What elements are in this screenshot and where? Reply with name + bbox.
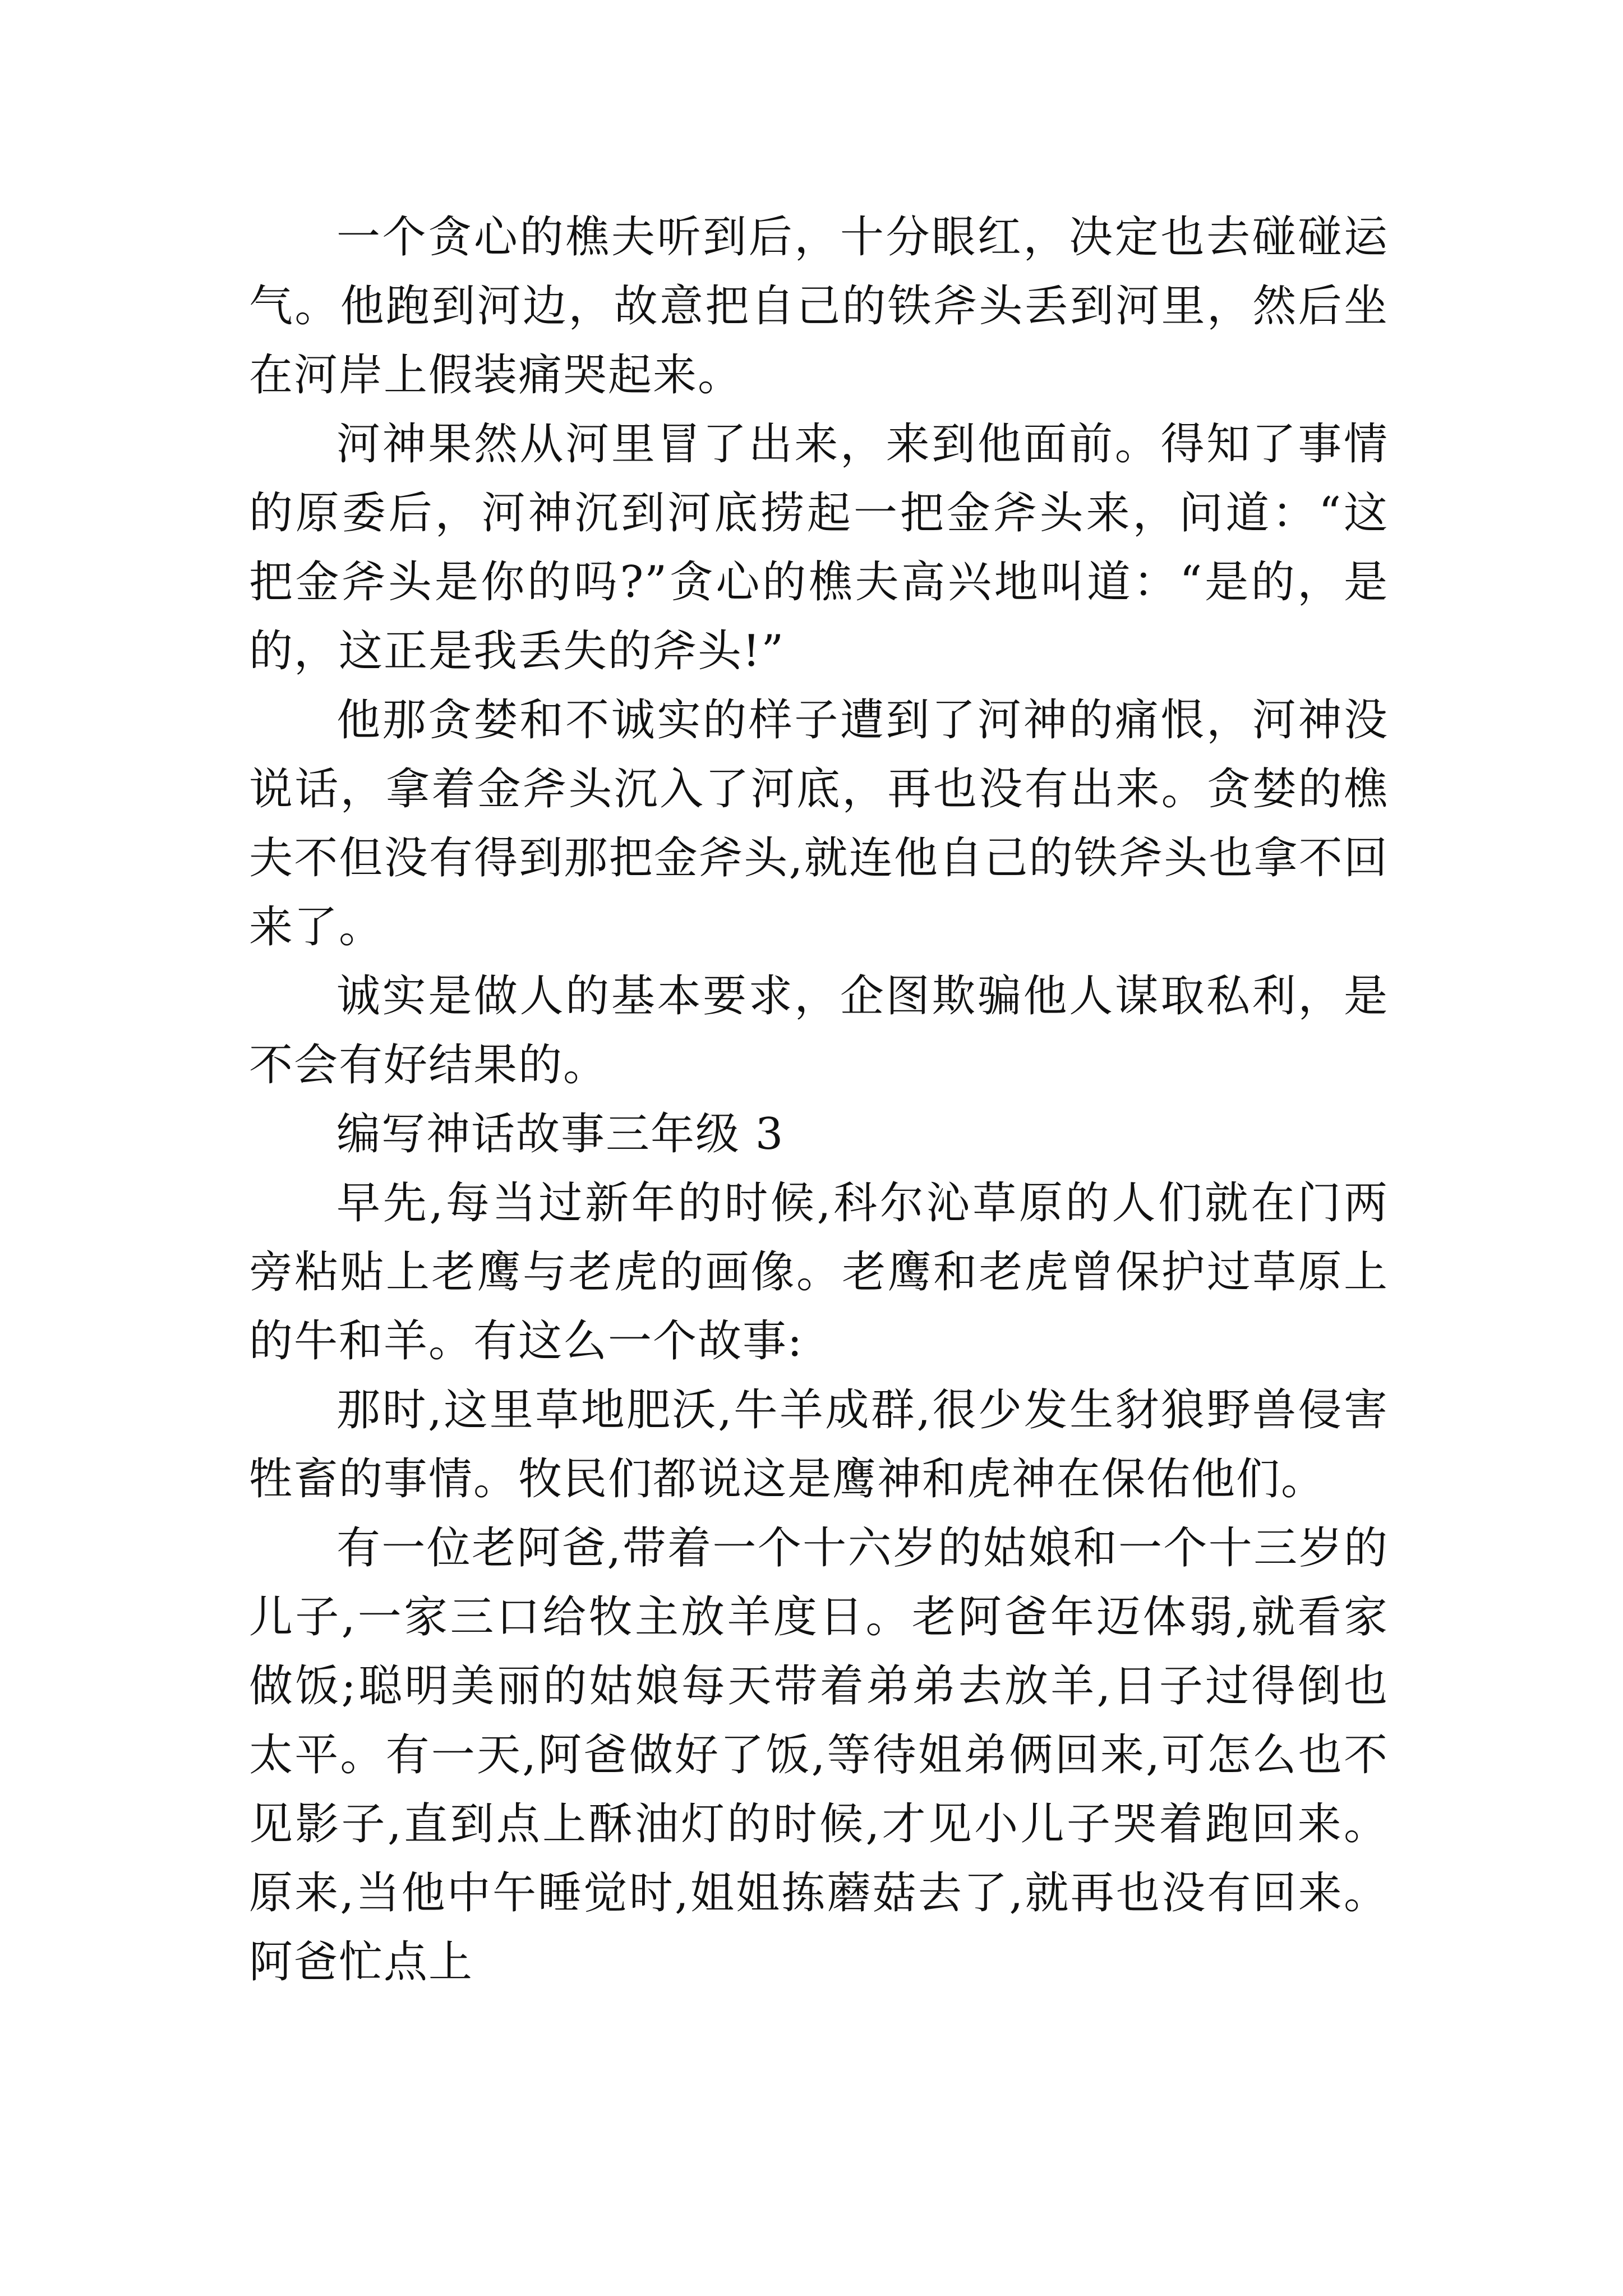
paragraph-5: 早先,每当过新年的时候,科尔沁草原的人们就在门两旁粘贴上老鹰与老虎的画像。老鹰和老虎曾保护过草原上的牛和羊。有这么一个故事: xyxy=(249,1178,1389,1366)
section-heading: 编写神话故事三年级 3 xyxy=(336,1109,785,1159)
paragraph-7: 有一位老阿爸,带着一个十六岁的姑娘和一个十三岁的儿子,一家三口给牧主放羊度日。老阿爸年迈体弱,就看家做饭;聪明美丽的姑娘每天带着弟弟去放羊,日子过得倒也太平。有一天,阿爸做好了饭,等待姐弟俩回来,可怎么也不见影子,直到点上酥油灯的时候,才见小儿子哭着跑回来。原来,当他中午睡觉时,姐姐拣蘑菇去了,就再也没有回来。阿爸忙点上 xyxy=(249,1523,1389,1987)
paragraph-1: 一个贪心的樵夫听到后，十分眼红，决定也去碰碰运气。他跑到河边，故意把自己的铁斧头丢到河里，然后坐在河岸上假装痛哭起来。 xyxy=(249,212,1389,401)
paragraph-3: 他那贪婪和不诚实的样子遭到了河神的痛恨，河神没说话，拿着金斧头沉入了河底，再也没有出来。贪婪的樵夫不但没有得到那把金斧头,就连他自己的铁斧头也拿不回来了。 xyxy=(249,695,1389,953)
paragraph-6: 那时,这里草地肥沃,牛羊成群,很少发生豺狼野兽侵害牲畜的事情。牧民们都说这是鹰神和虎神在保佑他们。 xyxy=(249,1385,1389,1504)
paragraph-2: 河神果然从河里冒了出来，来到他面前。得知了事情的原委后，河神沉到河底捞起一把金斧头来，问道：“这把金斧头是你的吗?”贪心的樵夫高兴地叫道：“是的，是的，这正是我丢失的斧头!” xyxy=(249,419,1389,677)
paragraph-4: 诚实是做人的基本要求，企图欺骗他人谋取私利，是不会有好结果的。 xyxy=(249,971,1389,1091)
document-body xyxy=(249,203,1389,1997)
